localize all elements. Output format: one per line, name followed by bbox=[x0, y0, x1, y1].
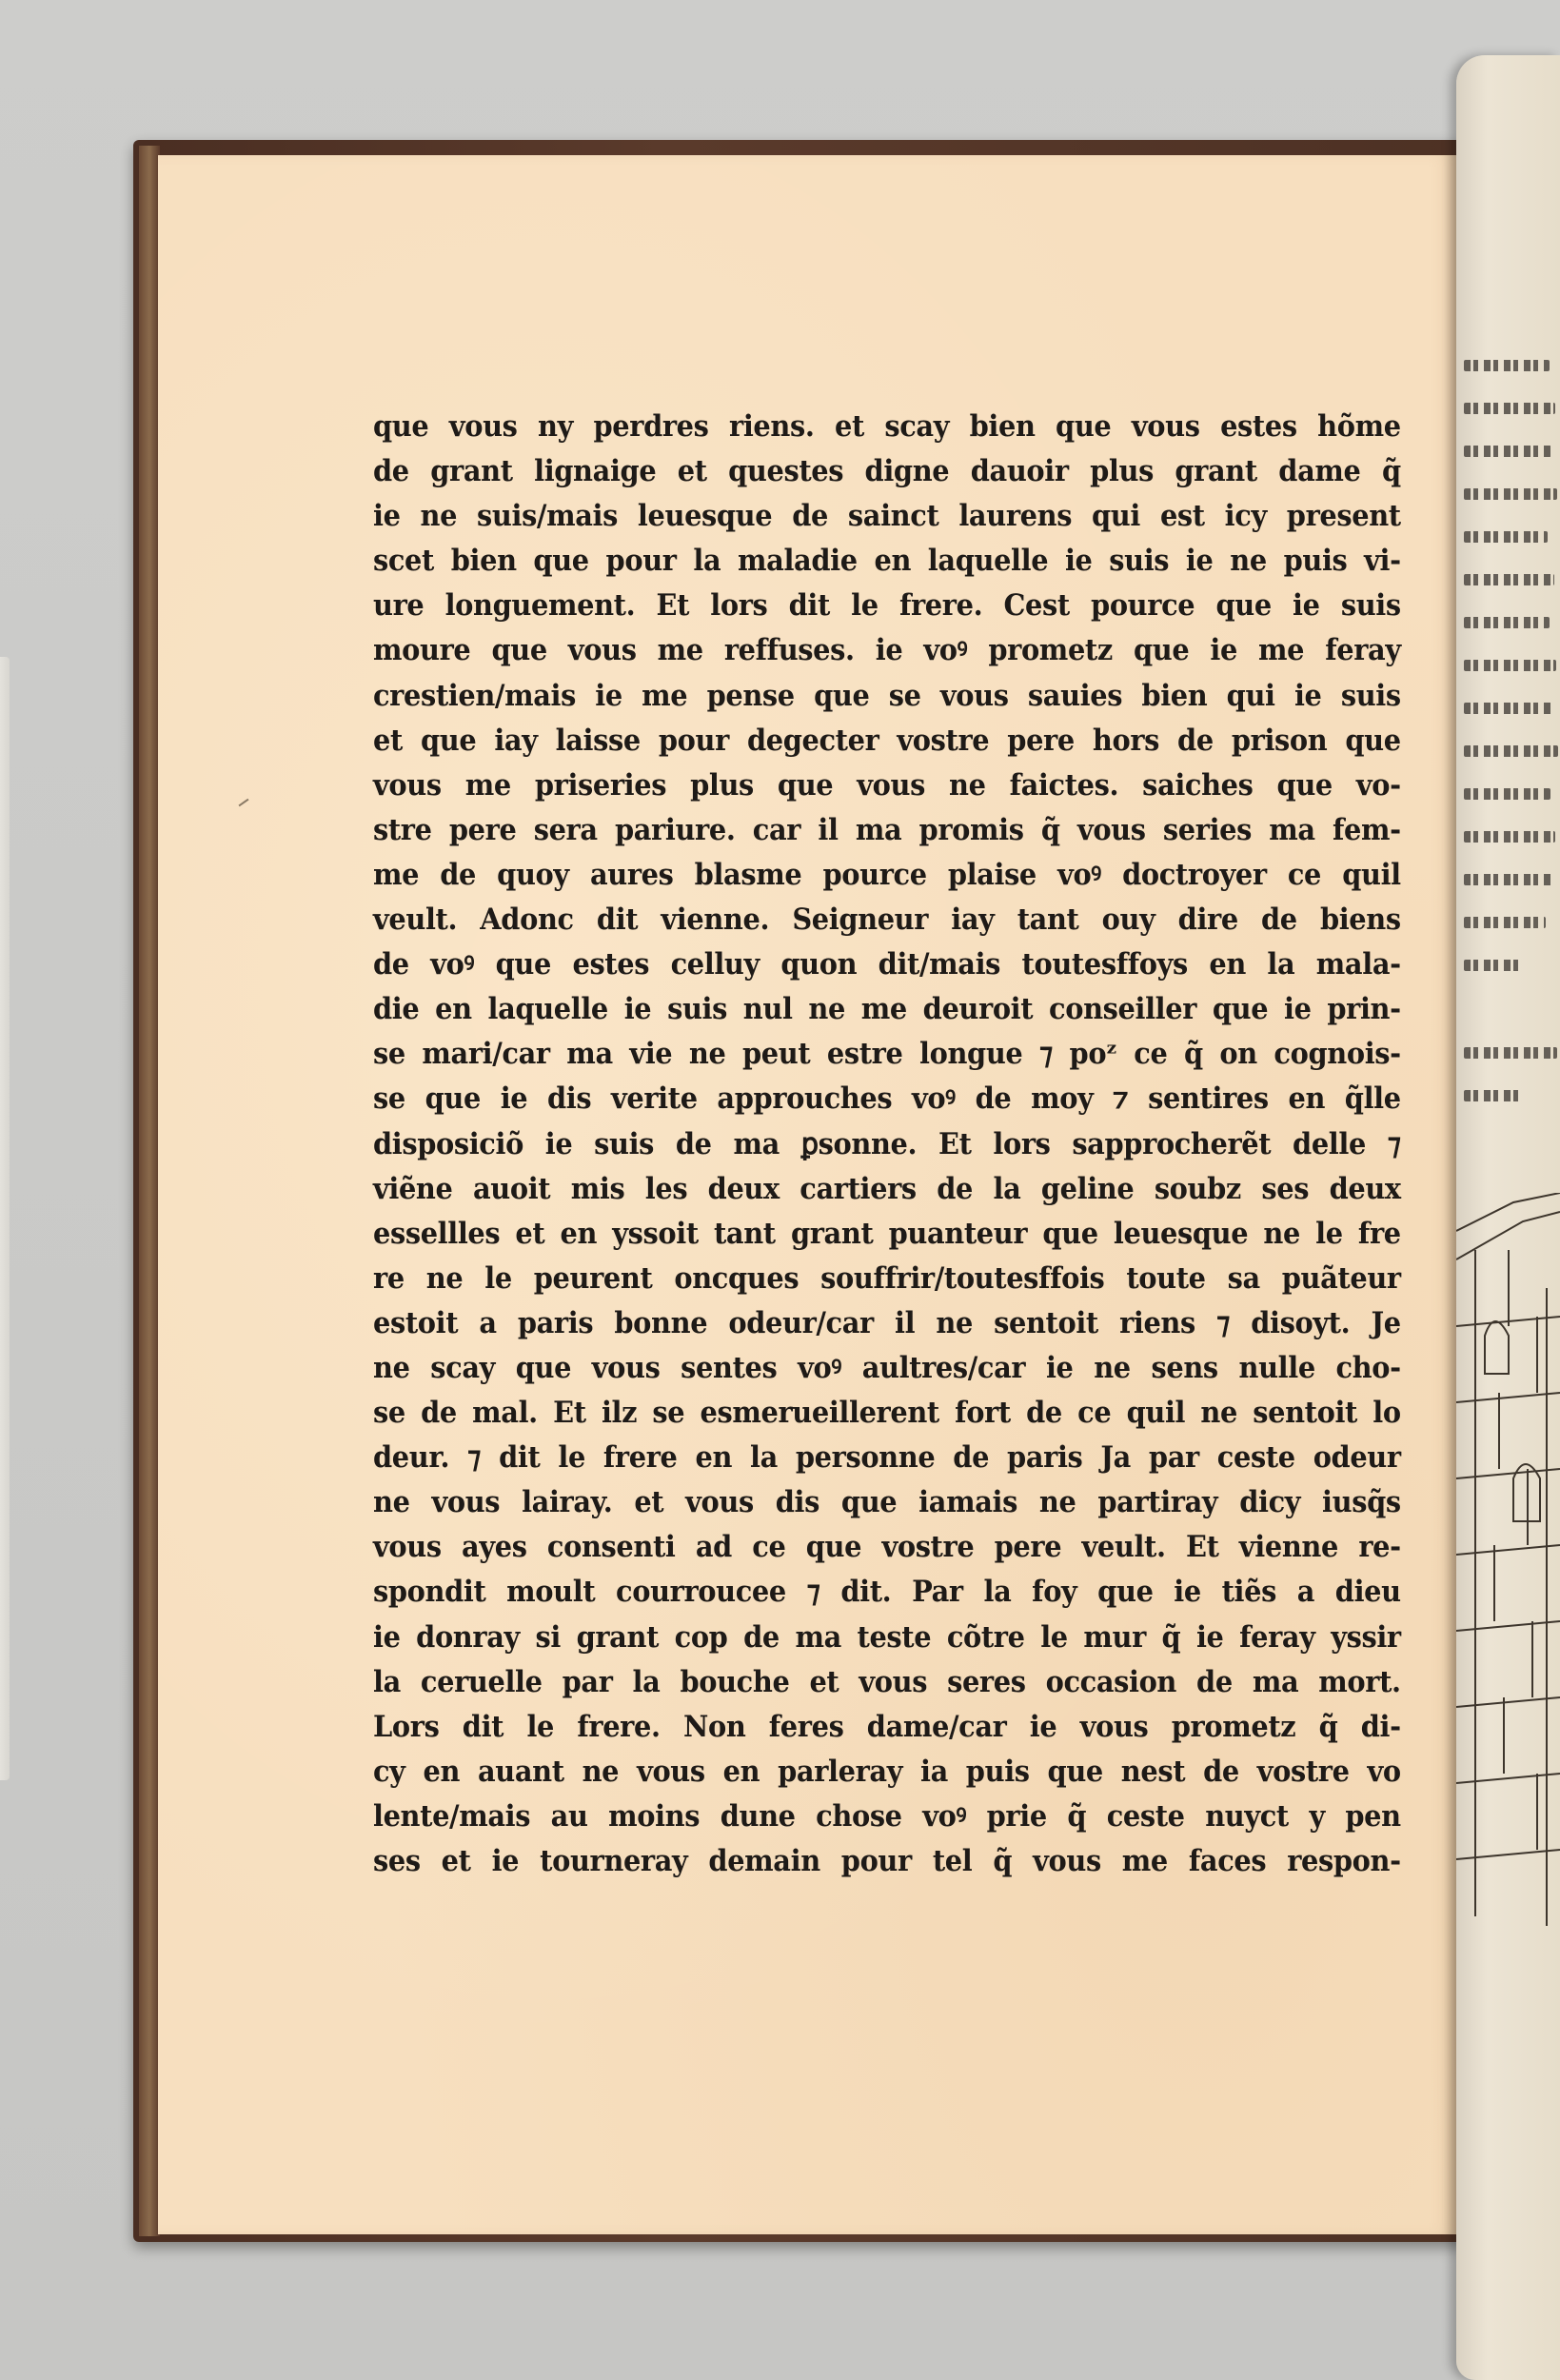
text-line: de grant lignaige et questes digne dauoir plus grant dame q̃ bbox=[373, 454, 1401, 489]
facing-page bbox=[1456, 55, 1560, 2380]
text-line: crestien/mais ie me pense que se vous sauies bien qui ie suis bbox=[373, 678, 1401, 713]
text-line: re ne le peurent oncques souffrir/toutesffois toute sa puãteur bbox=[373, 1260, 1401, 1296]
text-line: vous me priseries plus que vous ne faictes. saiches que vo- bbox=[373, 767, 1401, 803]
text-line: ne scay que vous sentes voꝰ aultres/car ie ne sens nulle cho- bbox=[373, 1350, 1401, 1385]
text-line: de voꝰ que estes celluy quon dit/mais toutesffoys en la mala- bbox=[373, 947, 1401, 982]
text-line: ses et ie tourneray demain pour tel q̃ vous me faces respon- bbox=[373, 1844, 1401, 1878]
text-line: viẽne auoit mis les deux cartiers de la geline soubz ses deux bbox=[373, 1171, 1401, 1206]
facing-text-line bbox=[1464, 617, 1550, 628]
text-line: spondit moult courroucee ⁊ dit. Par la foy que ie tiẽs a dieu bbox=[373, 1575, 1401, 1610]
text-line: Lors dit le frere. Non feres dame/car ie vous prometz q̃ di- bbox=[373, 1709, 1401, 1744]
facing-text-line bbox=[1464, 1047, 1557, 1059]
facing-text-line bbox=[1464, 831, 1555, 843]
text-line: la ceruelle par la bouche et vous seres occasion de ma mort. bbox=[373, 1664, 1401, 1699]
facing-text-line bbox=[1464, 660, 1556, 671]
text-line: lente/mais au moins dune chose voꝰ prie q̃ ceste nuyct y pen bbox=[373, 1798, 1401, 1834]
facing-text-line bbox=[1464, 874, 1553, 885]
text-line: que vous ny perdres riens. et scay bien que vous estes hõme bbox=[373, 409, 1401, 444]
facing-woodcut-illustration bbox=[1456, 1193, 1560, 1926]
text-line: vous ayes consenti ad ce que vostre pere veult. Et vienne re- bbox=[373, 1530, 1401, 1565]
text-line: ne vous lairay. et vous dis que iamais ne partiray dicy iusq̃s bbox=[373, 1485, 1401, 1520]
binding-spine-edge bbox=[139, 146, 160, 2236]
text-line: se de mal. Et ilz se esmerueillerent fort de ce quil ne sentoit lo bbox=[373, 1396, 1401, 1431]
facing-text-line bbox=[1464, 446, 1551, 457]
text-line: die en laquelle ie suis nul ne me deuroit conseiller que ie prin- bbox=[373, 992, 1401, 1027]
text-line: me de quoy aures blasme pource plaise voꝰ doctroyer ce quil bbox=[373, 857, 1401, 892]
text-line: se que ie dis verite approuches voꝰ de moy ⁊ sentires en q̃lle bbox=[373, 1081, 1401, 1117]
facing-text-line bbox=[1464, 1090, 1523, 1101]
facing-text-line bbox=[1464, 745, 1558, 757]
text-line: et que iay laisse pour degecter vostre pere hors de prison que bbox=[373, 723, 1401, 758]
text-line: veult. Adonc dit vienne. Seigneur iay tant ouy dire de biens bbox=[373, 902, 1401, 938]
printed-text-block bbox=[373, 405, 1401, 1884]
facing-text-line bbox=[1464, 488, 1557, 500]
text-line: scet bien que pour la maladie en laquelle ie suis ie ne puis vi- bbox=[373, 544, 1401, 579]
facing-text-line bbox=[1464, 960, 1521, 971]
text-line: estoit a paris bonne odeur/car il ne sentoit riens ⁊ disoyt. Je bbox=[373, 1305, 1401, 1340]
adjacent-page-edge bbox=[0, 657, 10, 1780]
facing-text-line bbox=[1464, 531, 1548, 543]
text-line: ie ne suis/mais leuesque de sainct laurens qui est icy present bbox=[373, 499, 1401, 534]
facing-text-line bbox=[1464, 703, 1552, 714]
text-line: deur. ⁊ dit le frere en la personne de paris Ja par ceste odeur bbox=[373, 1440, 1401, 1476]
facing-page-text bbox=[1464, 360, 1559, 1133]
text-line: stre pere sera pariure. car il ma promis q̃ vous series ma fem- bbox=[373, 812, 1401, 847]
facing-text-line bbox=[1464, 403, 1555, 414]
facing-text-line bbox=[1464, 360, 1550, 371]
text-line: ure longuement. Et lors dit le frere. Cest pource que ie suis bbox=[373, 588, 1401, 624]
text-line: moure que vous me reffuses. ie voꝰ prometz que ie me feray bbox=[373, 633, 1401, 668]
facing-text-line bbox=[1464, 574, 1554, 585]
facing-text-line bbox=[1464, 917, 1546, 928]
text-line: disposiciõ ie suis de ma ꝑsonne. Et lors sapprocherẽt delle ⁊ bbox=[373, 1126, 1401, 1161]
text-line: cy en auant ne vous en parleray ia puis que nest de vostre vo bbox=[373, 1754, 1401, 1789]
facing-text-line bbox=[1464, 788, 1550, 800]
text-line: essellles et en yssoit tant grant puanteur que leuesque ne le fre bbox=[373, 1216, 1401, 1251]
text-line: ie donray si grant cop de ma teste cõtre le mur q̃ ie feray yssir bbox=[373, 1619, 1401, 1655]
text-line: se mari/car ma vie ne peut estre longue ⁊ poᶻ ce q̃ on cognois- bbox=[373, 1037, 1401, 1072]
